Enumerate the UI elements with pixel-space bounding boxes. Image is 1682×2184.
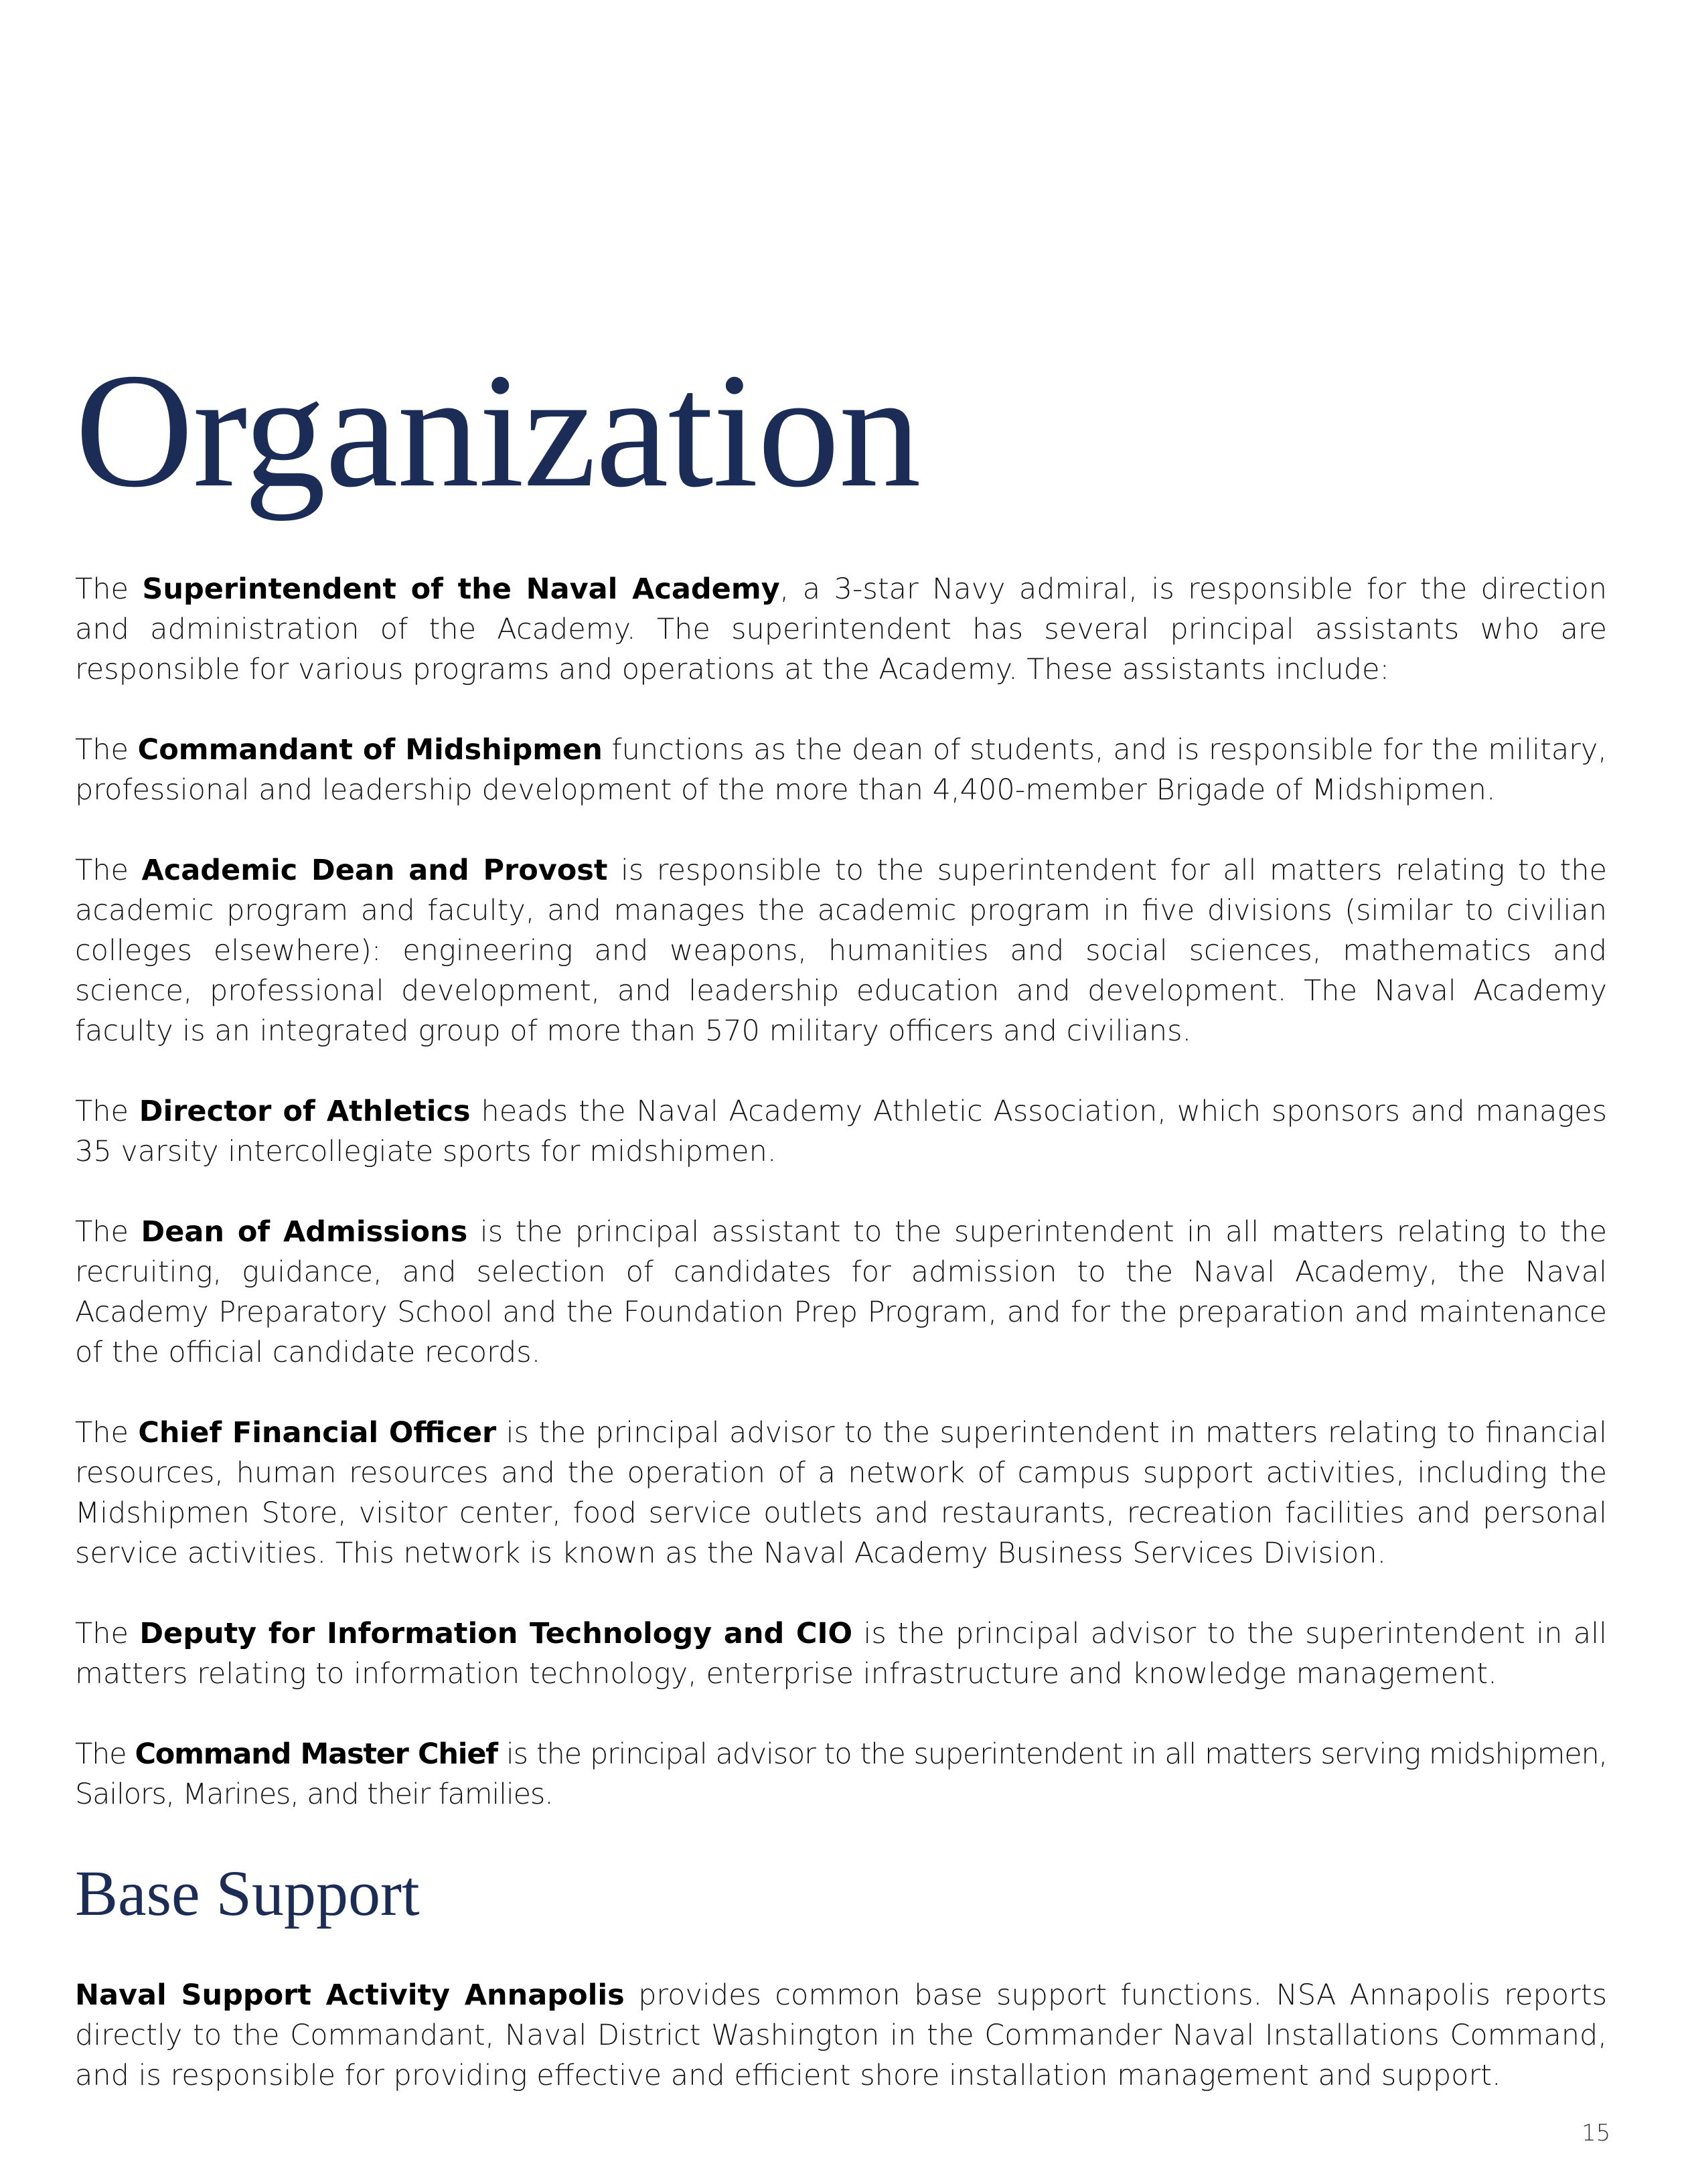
paragraph-prefix: The [75,1617,140,1650]
paragraph-prefix: The [75,1095,139,1128]
org-name-nsa-annapolis: Naval Support Activity Annapolis [75,1978,625,2012]
paragraph-command-master-chief [75,1734,1607,1814]
paragraph-base-support [75,1975,1607,2096]
paragraph-body: heads the Naval Academy Athletic Association, which sponsors and manages 35 varsity intercollegiate sports for midshipmen. [75,1095,1607,1168]
page-number: 15 [1582,2120,1611,2147]
paragraph-superintendent [75,569,1607,690]
paragraph-body: is the principal assistant to the superintendent in all matters relating to the recruiting, guidance, and selection of candidates for admission to the Naval Academy, the Naval Academy Preparatory School and the Foundation Prep Program, and for the preparation and maintenance of the official candidate records. [75,1215,1607,1369]
section-heading-base-support: Base Support [75,1857,420,1929]
role-name-athletics: Director of Athletics [139,1095,471,1128]
role-name-commandant: Commandant of Midshipmen [137,733,603,767]
paragraph-body: functions as the dean of students, and is responsible for the military, professional and leadership development of the more than 4,400-member Brigade of Midshipmen. [75,733,1607,807]
role-name-admissions: Dean of Admissions [141,1215,468,1249]
role-name-cio: Deputy for Information Technology and CIO [139,1617,853,1650]
paragraph-body: is the principal advisor to the superintendent in matters relating to financial resources, human resources and the operation of a network of campus support activities, including the Midshipmen Store, visitor center, food service outlets and restaurants, recreation facilities and personal service activities. This network is known as the Naval Academy Business Services Division. [75,1416,1607,1570]
paragraph-prefix: The [75,572,143,606]
paragraph-body: is responsible to the superintendent for all matters relating to the academic program and faculty, and manages the academic program in five divisions (similar to civilian colleges elsewhere): engineering and weapons, humanities and social sciences, mathematics and science, professional development, and leadership education and development. The Naval Academy faculty is an integrated group of more than 570 military officers and civilians. [75,854,1607,1048]
role-name-cfo: Chief Financial Officer [138,1416,497,1450]
paragraph-prefix: The [75,854,142,887]
paragraph-athletics [75,1091,1607,1172]
paragraph-prefix: The [75,1416,139,1450]
page-title: Organization [75,339,921,521]
paragraph-admissions [75,1212,1607,1373]
paragraph-prefix: The [75,1737,135,1771]
paragraph-body: is the principal advisor to the superintendent in all matters relating to information technology, enterprise infrastructure and knowledge management. [75,1617,1607,1691]
role-name-command-master-chief: Command Master Chief [135,1737,498,1771]
paragraph-body: is the principal advisor to the superintendent in all matters serving midshipmen, Sailors, Marines, and their families. [75,1737,1608,1811]
paragraph-prefix: The [75,733,138,767]
paragraph-body: provides common base support functions. NSA Annapolis reports directly to the Commandant, Naval District Washington in the Commander Naval Installations Command, and is responsible for providing effective and efficient shore installation management and support. [75,1978,1607,2092]
paragraph-academic-dean [75,850,1607,1051]
paragraph-cio [75,1614,1607,1694]
paragraph-commandant [75,730,1607,810]
paragraph-prefix: The [75,1215,141,1249]
paragraph-body: , a 3-star Navy admiral, is responsible for the direction and administration of the Academy. The superintendent has several principal assistants who are responsible for various programs and operations at the Academy. These assistants include: [75,572,1607,686]
role-name-superintendent: Superintendent of the Naval Academy [142,572,780,606]
paragraph-cfo [75,1413,1607,1573]
role-name-academic-dean: Academic Dean and Provost [141,854,608,887]
